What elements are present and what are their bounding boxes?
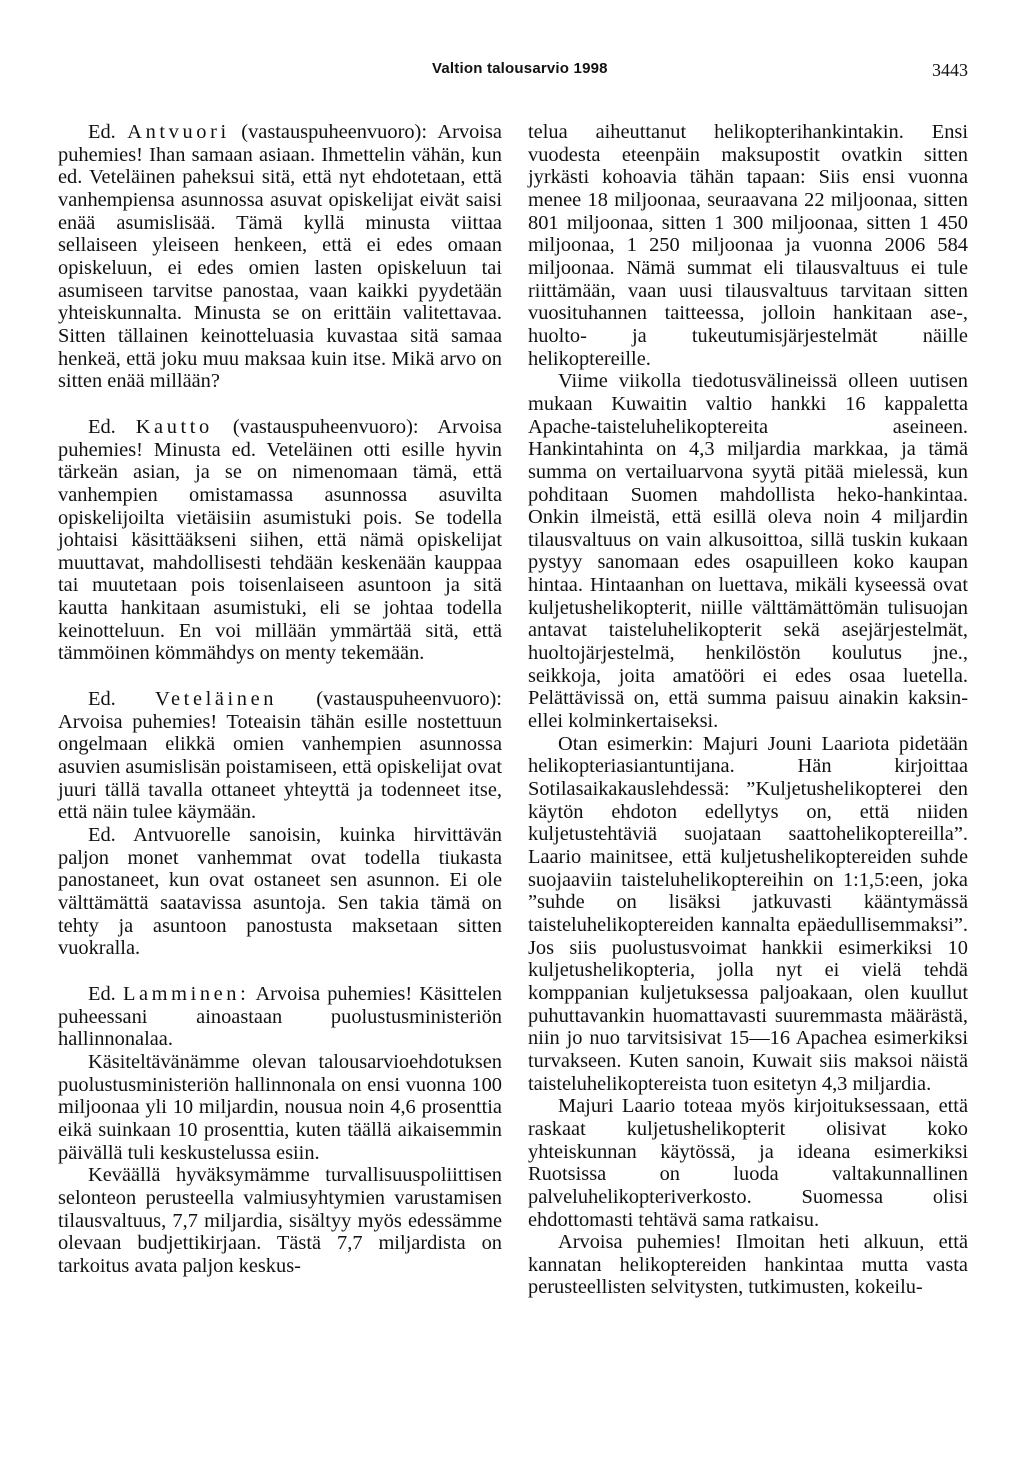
page-header — [0, 60, 1024, 90]
speaker-name: Lamminen: — [122, 982, 250, 1005]
speech-text: (vastauspuheenvuoro): Arvoisa puhemies! Toteaisin tähän esille nostettuun ongelmaan elikkä omien vanhempien asunnossa asuvien asumislisän poistamiseen, että opiskelijat ovat juuri tällä tavalla ottaneet yhteyttä ja todenneet itse, että näin tulee käymään. — [58, 688, 502, 824]
paragraph-continued: telua aiheuttanut helikopterihankintakin. Ensi vuodesta eteenpäin maksupostit ovatkin sitten jyrkästi kohoavia tähän tapaan: Siis ensi vuonna menee 18 miljoonaa, seuraavana 22 miljoonaa, sitten 801 miljoonaa, sitten 1 300 miljoonaa, sitten 1 450 miljoonaa, 1 250 miljoonaa ja vuonna 2006 584 miljoonaa. Nämä summat eli tilausvaltuus ei tule riittämään, vaan uusi tilausvaltuus tarvitaan sitten vuosituhannen taitteessa, jolloin hankitaan ase-, huolto- ja tukeutumisjärjestelmät näille helikoptereille. — [528, 121, 968, 370]
left-column — [58, 121, 502, 1278]
speech-text: (vastauspuheenvuoro): Arvoisa puhemies! Minusta ed. Veteläinen otti esille hyvin tärkeän asian, ja se on nimenomaan tämä, että vanhempien omistamassa asunnossa asuvilta opiskelijoilta vietäisiin asumistuki pois. Se todella johtaisi käsittääkseni siihen, että nämä opiskelijat muuttavat, mahdollisesti tehdään keskenään kauppaa tai muutetaan pois toisenlaiseen asuntoon ja sitä kautta hankitaan asumistuki, eli se johtaa todella keinotteluun. En voi millään ymmärtää sitä, että tämmöinen kömmähdys on menty tekemään. — [58, 415, 502, 665]
speech-kautto — [58, 416, 502, 665]
speech-text: Arvoisa puhemies! Käsittelen puheessani ainoastaan puolustusministeriön hallinnonalaa. — [58, 982, 502, 1051]
speaker-name: Antvuori — [127, 121, 230, 143]
speaker-prefix: Ed. — [88, 982, 116, 1005]
speaker-prefix: Ed. — [88, 121, 116, 143]
paragraph-kuwait: Viime viikolla tiedotusvälineissä olleen uutisen mukaan Kuwaitin valtio hankki 16 kappaletta Apache-taisteluhelikoptereita aseineen. Hankintahinta on 4,3 miljardia markkaa, ja tämä summa on vertailuarvona syytä pitää mielessä, kun pohditaan Suomen mahdollista heko-hankintaa. Onkin ilmeistä, että esillä oleva noin 4 miljardin tilausvaltuus on vain alkusoittoa, sillä tuskin kukaan pystyy sanomaan edes osapuilleen koko kaupan hintaa. Hintaanhan on luettava, mikäli kyseessä ovat kuljetushelikopterit, niille välttämättömän tulisuojan antavat taisteluhelikopterit sekä asejärjestelmät, huoltojärjestelmä, henkilöstön koulutus jne., seikkoja, joita amatööri ei edes osaa luetella. Pelättävissä on, että summa paisuu ainakin kaksin- ellei kolminkertaiseksi. — [528, 370, 968, 733]
speaker-prefix: Ed. — [88, 688, 116, 711]
paragraph-laario-example: Otan esimerkin: Majuri Jouni Laariota pidetään helikopteriasiantuntijana. Hän kirjoittaa Sotilasaikakauslehdessä: ”Kuljetushelikopterei den käytön ehdoton edellytys on, että niiden kuljetustehtäviä suojataan saattohelikoptereilla”. Laario mainitsee, että kuljetushelikoptereiden suhde suojaaviin taisteluhelikoptereihin on 1:1,5:een, joka ”suhde on lisäksi jatkuvasti kääntymässä taisteluhelikoptereiden kannalta epäedullisemmaksi”. Jos siis puolustusvoimat hankkii esimerkiksi 10 kuljetushelikopteria, jolla nyt ei vielä tehdä komppanian kuljetuksessa paljoakaan, olen kuullut puhuttavankin huomattavasti suuremmasta määrästä, niin jo nuo tarvitsisivat 15—16 Apachea esimerkiksi turvakseen. Kuten sanoin, Kuwait siis maksoi näistä taisteluhelikoptereista tuon esitetyn 4,3 miljardia. — [528, 732, 968, 1095]
speaker-name: Veteläinen — [154, 688, 278, 711]
speech-lamminen — [58, 983, 502, 1051]
speaker-name: Kautto — [135, 415, 213, 438]
paragraph-closing: Arvoisa puhemies! Ilmoitan heti alkuun, että kannatan helikoptereiden hankintaa mutta vasta perusteellisten selvitysten, tutkimusten, kokeilu- — [528, 1231, 968, 1299]
speech-text: (vastauspuheenvuoro): Arvoisa puhemies! Ihan samaan asiaan. Ihmettelin vähän, kun ed. Veteläinen paheksui sitä, että nyt ehdotetaan, että vanhempiensa asunnossa asuvat opiskelijat eivät saisi enää asumislisää. Tämä kyllä minusta viittaa sellaiseen yleiseen henkeen, että ei edes omaan opiskeluun, ei edes omien lasten opiskeluun tai asumiseen tarvitse panostaa, vaan kaikki pyydetään yhteiskunnalta. Minusta se on erittäin valitettavaa. Sitten tällainen keinotteluasia kuvastaa sitä samaa henkeä, että joku muu maksaa kuin itse. Mikä arvo on sitten enää millään? — [58, 121, 502, 393]
speech-vetelainen-cont: Ed. Antvuorelle sanoisin, kuinka hirvittävän paljon monet vanhemmat ovat todella tiukasta panostaneet, kun ovat ostaneet sen asunnon. Ei ole välttämättä saatavissa asuntoja. Sen takia tämä on tehty ja asuntoon panostusta maksetaan sitten vuokralla. — [58, 824, 502, 960]
page-number: 3443 — [932, 60, 968, 80]
right-column — [528, 121, 968, 1299]
speech-lamminen-p2: Käsiteltävänämme olevan talousarvioehdotuksen puolustusministeriön hallinnonala on ensi vuonna 100 miljoonaa yli 10 miljardin, nousua noin 4,6 prosenttia eikä suinkaan 10 prosenttia, kuten täällä aikaisemmin päivällä tuli keskustelussa esiin. — [58, 1050, 502, 1164]
header-title: Valtion talousarvio 1998 — [432, 60, 608, 77]
speech-lamminen-p3: Keväällä hyväksymämme turvallisuuspoliittisen selonteon perusteella valmiusyhtymien varustamisen tilausvaltuus, 7,7 miljardia, sisältyy myös edessämme olevaan budjettikirjaan. Tästä 7,7 miljardista on tarkoitus avata paljon keskus- — [58, 1164, 502, 1277]
speech-antvuori — [58, 121, 502, 393]
speech-vetelainen — [58, 688, 502, 824]
speaker-prefix: Ed. — [88, 415, 116, 438]
paragraph-laario-article: Majuri Laario toteaa myös kirjoituksessaan, että raskaat kuljetushelikopterit olisivat koko yhteiskunnan käytössä, ja ideana esimerkiksi Ruotsissa on luoda valtakunnallinen palveluhelikopteriverkosto. Suomessa olisi ehdottomasti tehtävä sama ratkaisu. — [528, 1095, 968, 1231]
